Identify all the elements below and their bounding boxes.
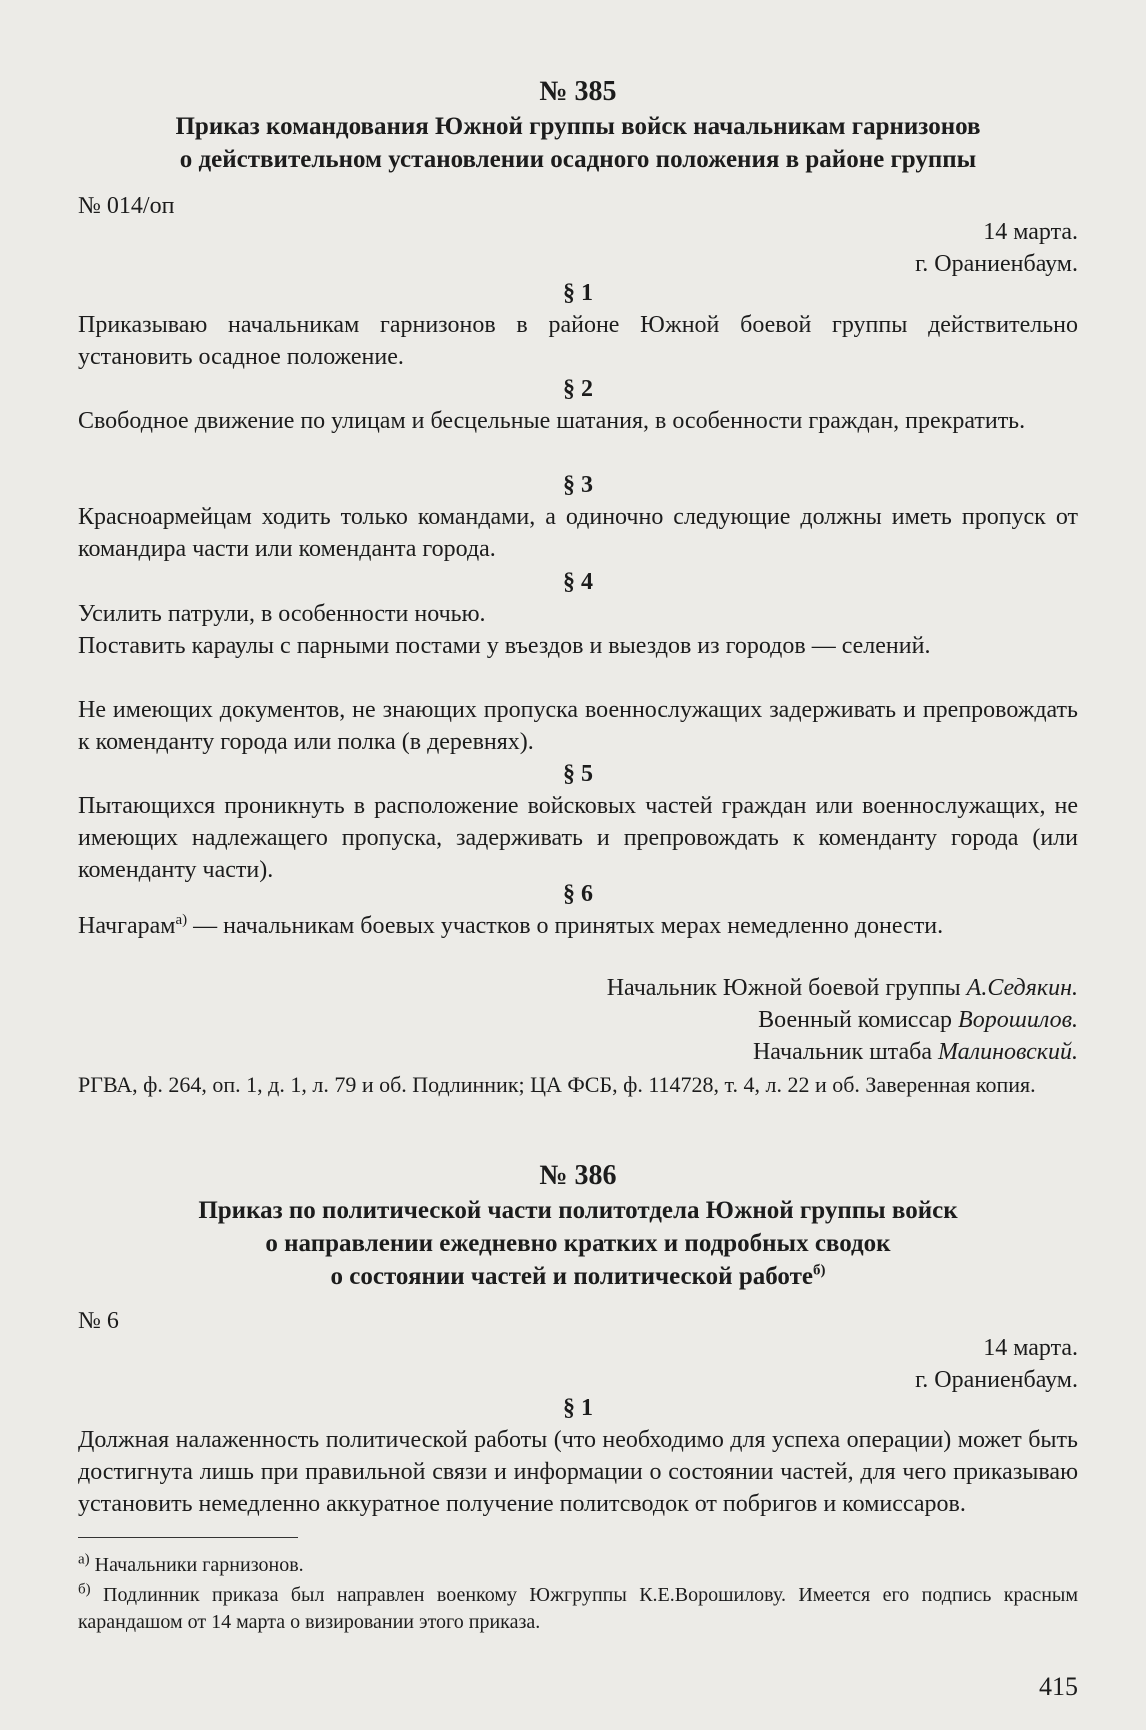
doc385-number: № 385 <box>539 76 617 107</box>
doc385-signature-2 <box>758 1004 1078 1036</box>
signature-role: Начальник штаба <box>752 1039 938 1065</box>
doc385-para-4b: Поставить караулы с парными постами у въездов и выездов из городов — селений. <box>78 633 931 659</box>
doc386-para-1: Должная налаженность политической работы (что необходимо для успеха операции) может быть достигнута лишь при правильной связи и информации о состоянии частей, для чего приказываю установить немедленно аккуратное получение политсводок от побригов и комиссаров. <box>78 1427 1078 1517</box>
doc386-date: 14 марта. <box>983 1335 1078 1361</box>
doc385-date: 14 марта. <box>983 219 1078 245</box>
doc385-para-3: Красноармейцам ходить только командами, а одиночно следующие должны иметь пропуск от командира части или коменданта города. <box>78 504 1078 562</box>
doc385-section-4: § 4 <box>563 569 593 595</box>
doc385-signature-3 <box>753 1036 1078 1068</box>
doc386-ref: № 6 <box>78 1308 119 1334</box>
doc386-number: № 386 <box>539 1160 617 1191</box>
doc385-para-2: Свободное движение по улицам и бесцельные шатания, в особенности граждан, прекратить. <box>78 408 1026 434</box>
doc385-ref: № 014/оп <box>78 193 175 219</box>
doc385-section-6: § 6 <box>563 881 593 907</box>
doc385-section-2: § 2 <box>563 376 593 402</box>
doc385-place: г. Ораниенбаум. <box>915 251 1078 277</box>
doc385-para-6-word: Начгарам <box>78 913 176 939</box>
doc385-signature-1 <box>607 972 1078 1004</box>
footnote-b-text: Подлинник приказа был направлен военкому Южгруппы К.Е.Ворошилову. Имеется его подпись красным карандашом от 14 марта о визировании этого приказа. <box>78 1584 1079 1633</box>
doc386-title-line-2: о направлении ежедневно кратких и подробных сводок <box>265 1230 891 1257</box>
footnote-a-text: Начальники гарнизонов. <box>94 1554 304 1576</box>
footnote-b-mark: б) <box>78 1581 91 1598</box>
signature-name: Малиновский. <box>937 1039 1078 1065</box>
doc386-title-line-3-text: о состоянии частей и политической работе <box>330 1263 813 1290</box>
footnote-a <box>78 1552 1078 1579</box>
doc385-section-5: § 5 <box>563 761 593 787</box>
doc385-para-1: Приказываю начальникам гарнизонов в районе Южной боевой группы действительно установить осадное положение. <box>78 312 1078 370</box>
doc385-archive-source: РГВА, ф. 264, оп. 1, д. 1, л. 79 и об. Подлинник; ЦА ФСБ, ф. 114728, т. 4, л. 22 и об. Заверенная копия. <box>78 1072 1036 1097</box>
signature-role: Военный комиссар <box>758 1007 959 1033</box>
doc386-section-1: § 1 <box>563 1395 593 1421</box>
doc385-title-line-2: о действительном установлении осадного положения в районе группы <box>179 146 977 173</box>
doc386-place: г. Ораниенбаум. <box>915 1367 1078 1393</box>
doc385-para-4a: Усилить патрули, в особенности ночью. <box>78 601 486 627</box>
doc386-title-line-3 <box>78 1260 1078 1294</box>
doc385-para-6-rest: — начальникам боевых участков о принятых мерах немедленно донести. <box>187 913 944 939</box>
doc385-para-6 <box>78 910 1078 942</box>
doc385-para-5: Пытающихся проникнуть в расположение войсковых частей граждан или военнослужащих, не имеющих надлежащего пропуска, задерживать и препровождать к коменданту города (или коменданту части). <box>78 793 1078 883</box>
footnote-ref-a: а) <box>175 912 188 928</box>
footnote-b <box>78 1582 1078 1636</box>
signature-name: А.Седякин. <box>966 975 1078 1001</box>
footnote-a-mark: а) <box>78 1551 90 1568</box>
footnote-ref-b: б) <box>812 1262 826 1279</box>
doc385-para-4c: Не имеющих документов, не знающих пропуска военнослужащих задерживать и препровождать к коменданту города или полка (в деревнях). <box>78 697 1078 755</box>
footnote-divider <box>78 1537 298 1538</box>
doc385-section-3: § 3 <box>563 472 593 498</box>
doc386-title-line-1: Приказ по политической части политотдела Южной группы войск <box>198 1197 958 1224</box>
page-number: 415 <box>1039 1672 1078 1701</box>
doc385-title-line-1: Приказ командования Южной группы войск начальникам гарнизонов <box>175 113 981 140</box>
signature-role: Начальник Южной боевой группы <box>606 975 967 1001</box>
doc385-section-1: § 1 <box>563 280 593 306</box>
signature-name: Ворошилов. <box>958 1007 1078 1033</box>
